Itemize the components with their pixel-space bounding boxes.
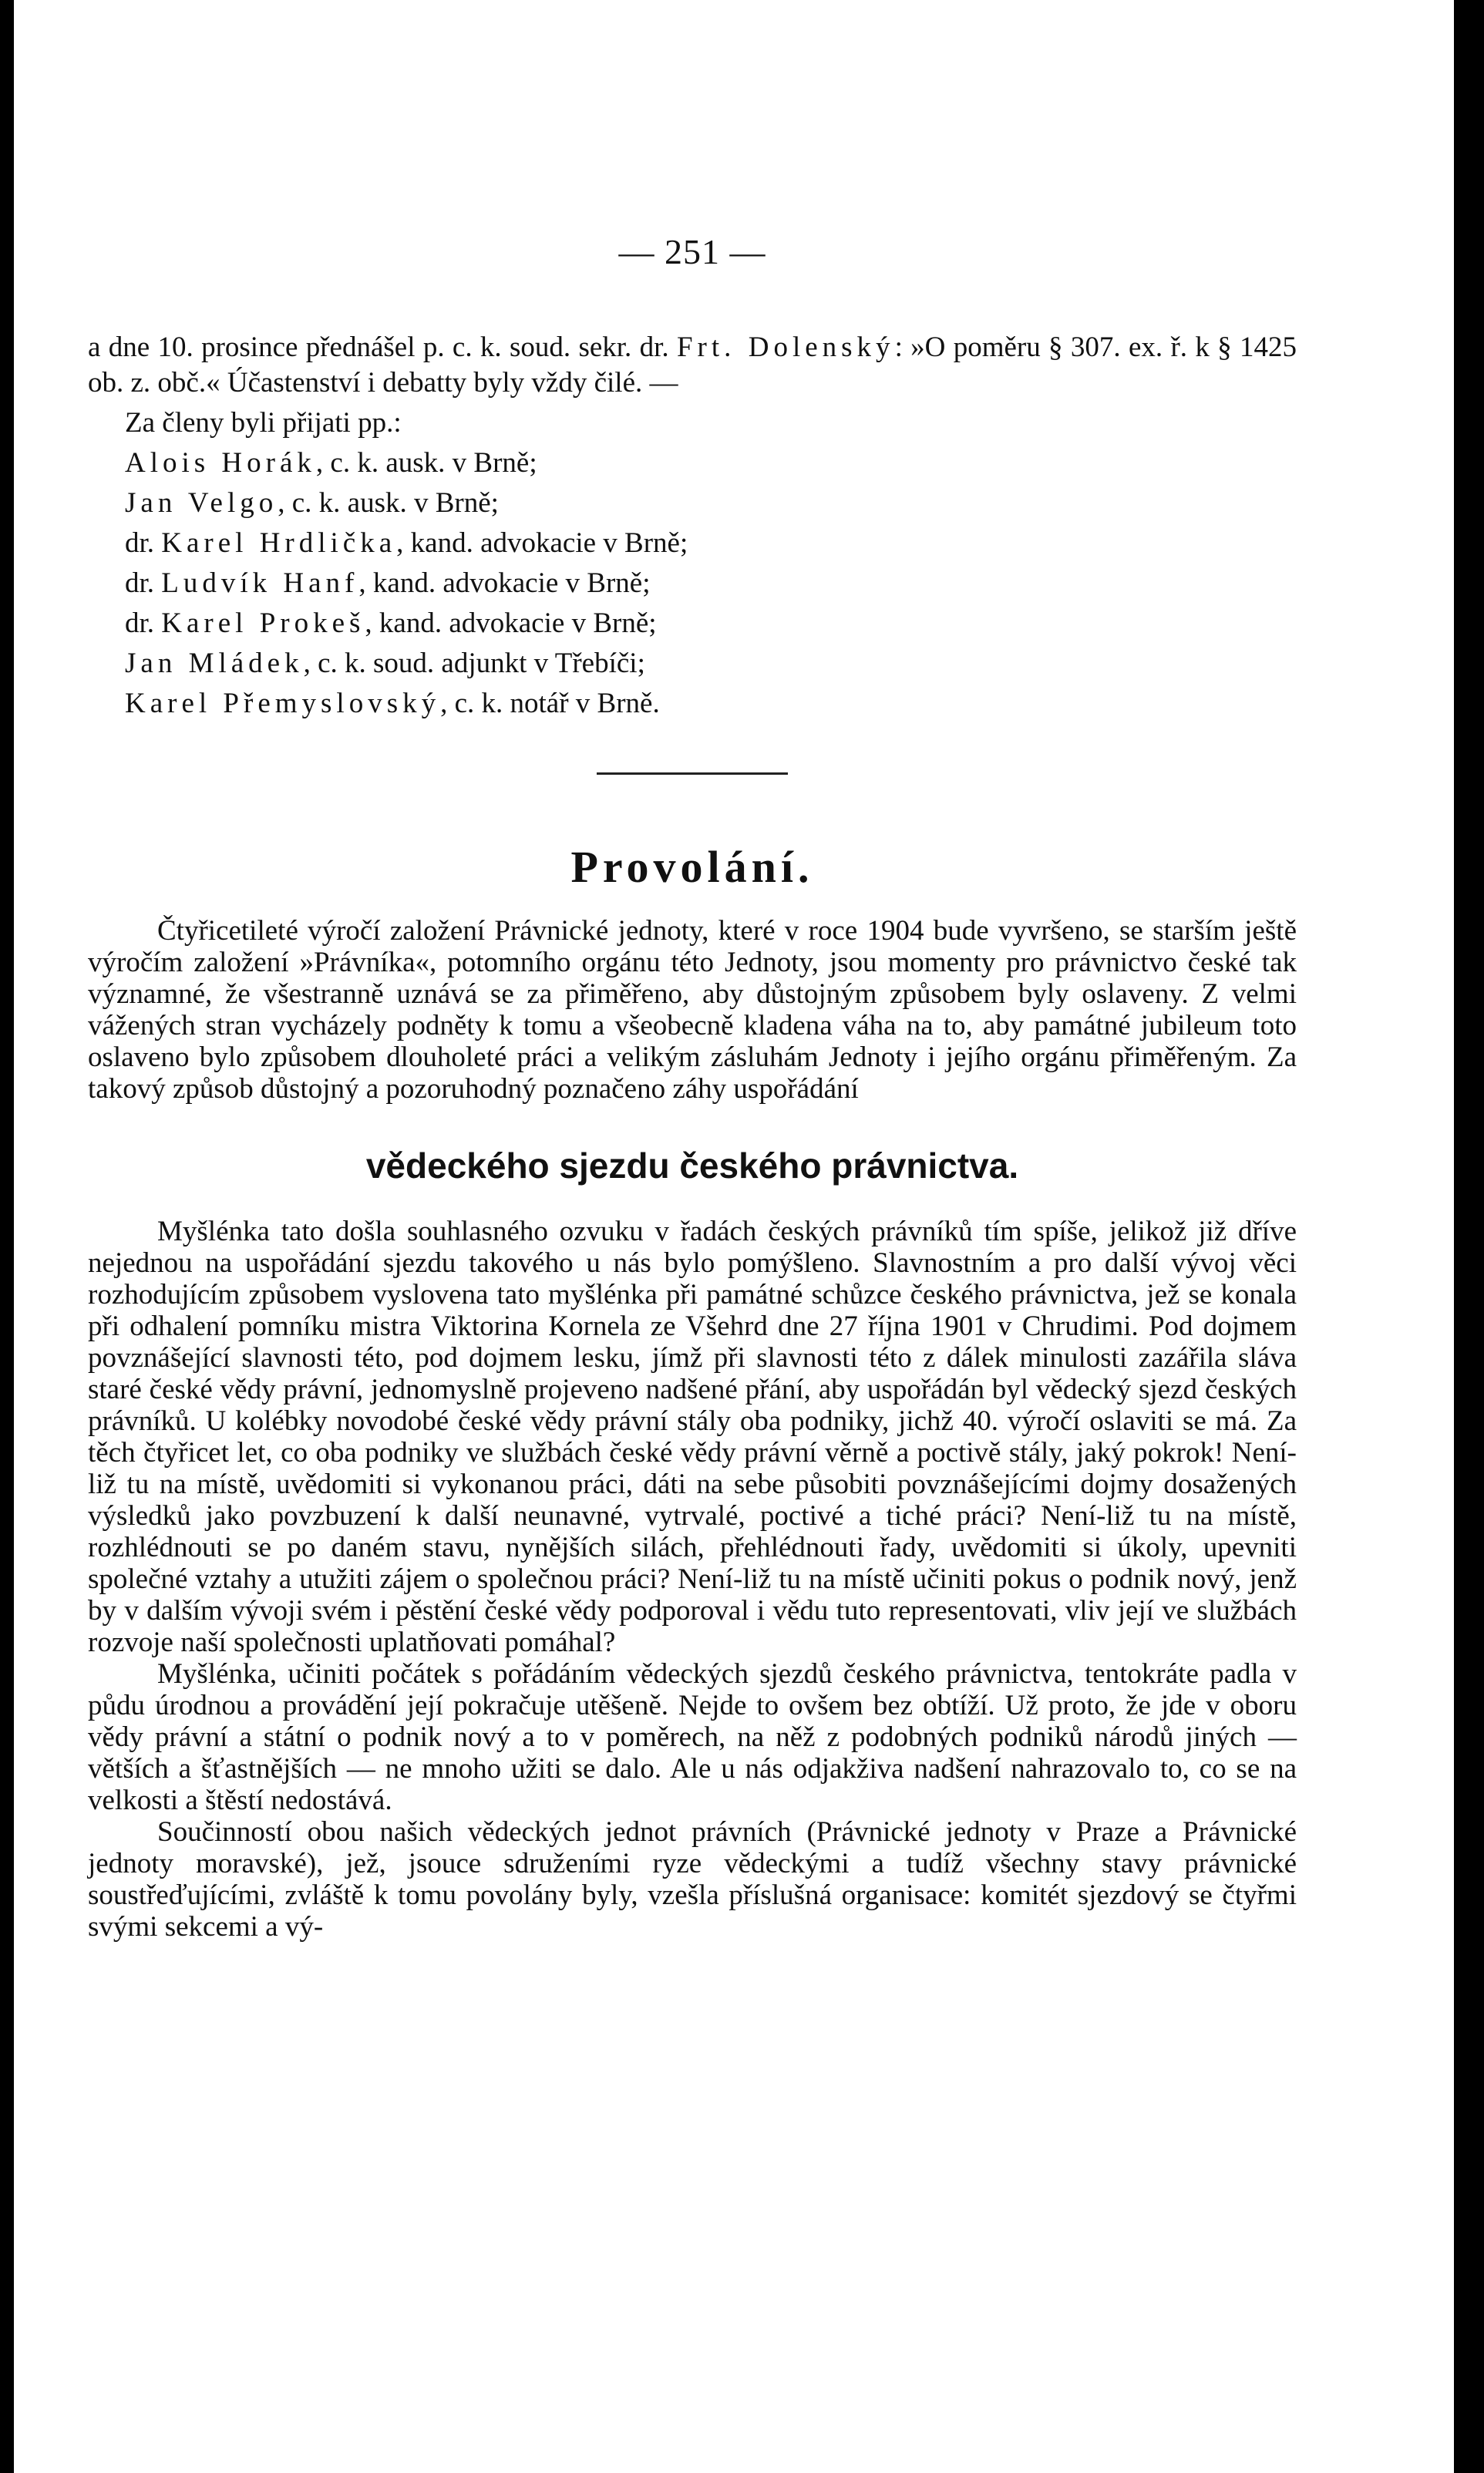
paragraph-3: Myšlénka, učiniti počátek s pořádáním vědeckých sjezdů českého právnictva, tentokráte padla v půdu úrodnou a provádění její pokračuje utěšeně. Nejde to ovšem bez obtíží. Už proto, že jde v oboru vědy právní a státní o podnik nový a to v poměrech, na něž z podobných podniků národů jiných — větších a šťastnějších — ne mnoho užiti se dalo. Ale u nás odjakživa nadšení nahrazovalo to, co se na velkosti a štěstí nedostává. xyxy=(88,1658,1297,1816)
member-item: dr. Ludvík Hanf, kand. advokacie v Brně; xyxy=(125,567,651,599)
member-item: Jan Velgo, c. k. ausk. v Brně; xyxy=(125,487,499,519)
member-item: dr. Karel Prokeš, kand. advokacie v Brně; xyxy=(125,607,657,639)
member-item: Jan Mládek, c. k. soud. adjunkt v Třebíči; xyxy=(125,648,645,679)
sub-heading: vědeckého sjezdu českého právnictva. xyxy=(365,1146,1019,1186)
paragraph-2: Myšlénka tato došla souhlasného ozvuku v řadách českých právníků tím spíše, jelikož již dříve nejednou na uspořádání sjezdu takového u nás bylo pomýšleno. Slavnostním a pro další vývoj věci rozhodujícím způsobem vyslovena tato myšlénka při památné schůzce českého právnictva, jež se konala při odhalení pomníku mistra Viktorina Kornela ze Všehrd dne 27 října 1901 v Chrudimi. Pod dojmem povznášející slavnosti této, pod dojmem lesku, jímž při slavnosti této z dálek minulosti zazářila sláva staré české vědy právní, jednomyslně projeveno nadšené přání, aby uspořádán byl vědecký sjezd českých právníků. U kolébky novodobé české vědy právní stály oba podniky, jichž 40. výročí oslaviti se má. Za těch čtyřicet let, co oba podniky ve službách české vědy právní věrně a poctivě stály, jaký pokrok! Není-liž tu na místě, uvědomiti si vykonanou práci, dáti na sebe působiti povznášejícími dojmy dosažených výsledků jako povzbuzení k další neunavné, vytrvalé, poctivé a tiché práci? Není-liž tu na místě, rozhlédnouti se po daném stavu, nynějších silách, přehlédnouti řady, uvědomiti si úkoly, upevniti společné vztahy a utužiti zájem o společnou práci? Není-liž tu na místě učiniti pokus o podnik nový, jenž by v dalším vývoji svém i pěstění české vědy podporoval i vědu tuto representovati, vliv její ve službách rozvoje naší společnosti uplatňovati pomáhal? xyxy=(88,1216,1297,1658)
page-number: — 251 — xyxy=(618,232,766,271)
member-item: Alois Horák, c. k. ausk. v Brně; xyxy=(125,447,537,479)
opening-text-b: : »O poměru § 307. ex. ř. k § 1425 ob. z. obč.« Účastenství i debatty byly vždy čilé. — xyxy=(88,331,1297,399)
member-name: Karel Hrdlička xyxy=(161,527,397,559)
member-item: Karel Přemyslovský, c. k. notář v Brně. xyxy=(125,688,660,719)
member-name: Alois Horák xyxy=(125,447,316,479)
members-intro: Za členy byli přijati pp.: xyxy=(125,407,402,439)
document-page xyxy=(14,0,1454,2473)
member-name: Karel Přemyslovský xyxy=(125,688,441,719)
section-divider xyxy=(597,772,788,775)
paragraph-1: Čtyřicetileté výročí založení Právnické jednoty, které v roce 1904 bude vyvršeno, se starším ještě výročím založení »Právníka«, potomního orgánu této Jednoty, jsou momenty pro právnictvo české tak významné, že všestranně uznává se za přiměřeno, aby důstojným způsobem byly oslaveny. Z velmi vážených stran vycházely podněty k tomu a všeobecně kladena váha na to, aby památné jubileum toto oslaveno bylo způsobem dlouholeté práci a velikým zásluhám Jednoty i jejího orgánu přiměřeným. Za takový způsob důstojný a pozoruhodný poznačeno záhy uspořádání xyxy=(88,915,1297,1105)
speaker-name: Frt. Dolenský xyxy=(676,331,895,363)
main-heading: Provolání. xyxy=(570,842,814,892)
member-name: Jan Mládek xyxy=(125,648,304,679)
member-name: Ludvík Hanf xyxy=(161,567,359,599)
opening-paragraph xyxy=(88,330,1297,401)
member-name: Jan Velgo xyxy=(125,487,278,519)
page-content xyxy=(88,231,1297,1943)
opening-text-a: a dne 10. prosince přednášel p. c. k. soud. sekr. dr. xyxy=(88,331,677,363)
paragraph-4: Součinností obou našich vědeckých jednot právních (Právnické jednoty v Praze a Právnické jednoty moravské), jež, jsouce sdruženími ryze vědeckými a tudíž všechny stavy právnické soustřeďujícími, zvláště k tomu povolány byly, vzešla příslušná organisace: komitét sjezdový se čtyřmi svými sekcemi a vý- xyxy=(88,1816,1297,1943)
member-item: dr. Karel Hrdlička, kand. advokacie v Brně; xyxy=(125,527,688,559)
member-name: Karel Prokeš xyxy=(161,607,365,639)
members-list xyxy=(88,446,1297,722)
